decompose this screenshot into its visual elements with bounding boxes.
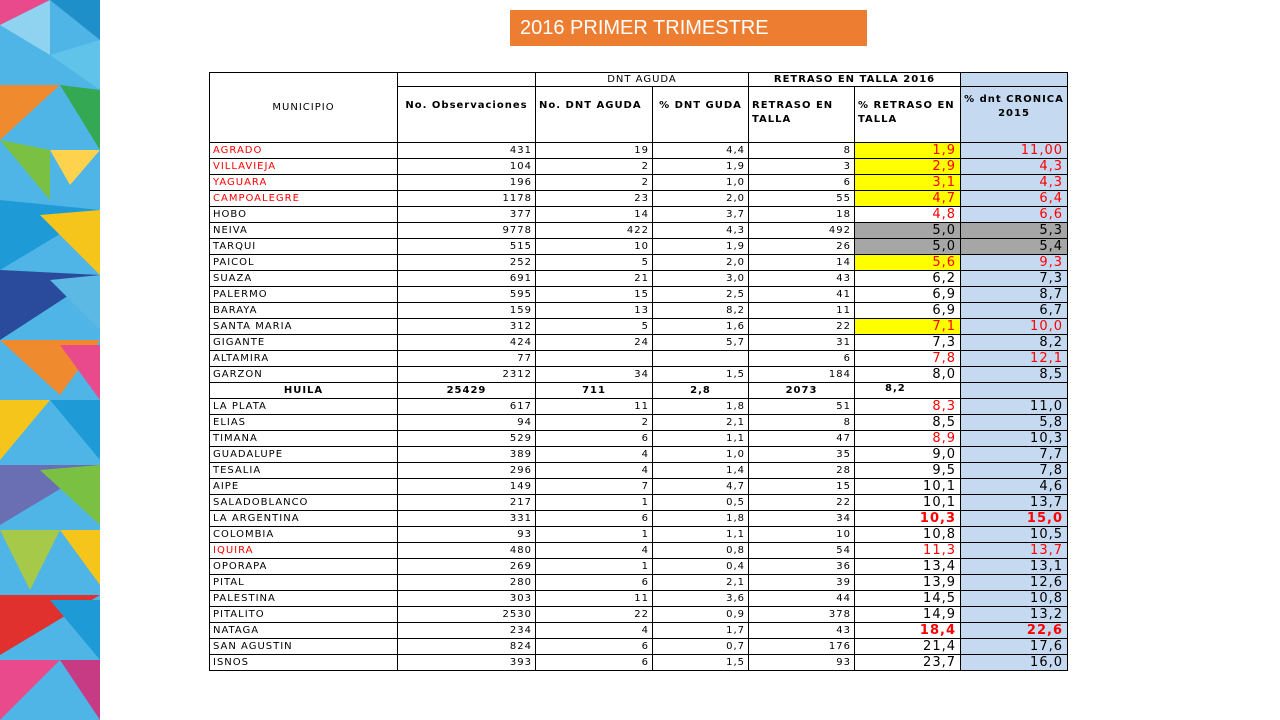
table-row: [210, 319, 1068, 335]
pct-cronica-cell: 5,3: [961, 223, 1068, 239]
pct-cronica-cell: 7,3: [961, 271, 1068, 287]
pct-dnt-aguda-cell: 1,6: [653, 319, 749, 335]
pct-retraso-cell: 8,0: [855, 367, 961, 383]
municipio-cell: TESALIA: [210, 463, 398, 479]
municipio-cell: TIMANA: [210, 431, 398, 447]
dnt-aguda-cell: 2: [536, 159, 653, 175]
header-blank: [210, 73, 398, 143]
dnt-aguda-cell: 1: [536, 495, 653, 511]
dnt-aguda-cell: 2: [536, 175, 653, 191]
pct-cronica-cell: 13,1: [961, 559, 1068, 575]
municipio-cell: HUILA: [210, 383, 398, 399]
header-municipio: MUNICIPIO: [272, 102, 335, 113]
retraso-cell: 93: [749, 655, 855, 671]
pct-cronica-cell: 22,6: [961, 623, 1068, 639]
table-row: [210, 639, 1068, 655]
retraso-cell: 14: [749, 255, 855, 271]
pct-retraso-cell: 1,9: [855, 143, 961, 159]
dnt-aguda-cell: 4: [536, 463, 653, 479]
observaciones-cell: 2530: [398, 607, 536, 623]
pct-retraso-cell: 10,8: [855, 527, 961, 543]
pct-retraso-cell: 13,4: [855, 559, 961, 575]
municipio-cell: NEIVA: [210, 223, 398, 239]
table-row: [210, 223, 1068, 239]
header-pct-dnt-aguda: % DNT GUDA: [653, 87, 749, 143]
pct-dnt-aguda-cell: [653, 351, 749, 367]
dnt-aguda-cell: [536, 351, 653, 367]
table-row: [210, 287, 1068, 303]
dnt-aguda-cell: 21: [536, 271, 653, 287]
pct-retraso-cell: 11,3: [855, 543, 961, 559]
retraso-cell: 492: [749, 223, 855, 239]
municipio-cell: AGRADO: [210, 143, 398, 159]
observaciones-cell: 377: [398, 207, 536, 223]
header-no-dnt-aguda: No. DNT AGUDA: [536, 87, 653, 143]
retraso-cell: 2073: [749, 383, 855, 399]
table-row: [210, 527, 1068, 543]
dnt-aguda-cell: 10: [536, 239, 653, 255]
retraso-cell: 3: [749, 159, 855, 175]
municipio-cell: BARAYA: [210, 303, 398, 319]
municipio-cell: ELIAS: [210, 415, 398, 431]
observaciones-cell: 25429: [398, 383, 536, 399]
pct-cronica-cell: 8,5: [961, 367, 1068, 383]
table-row: [210, 591, 1068, 607]
table-row: [210, 175, 1068, 191]
retraso-cell: 22: [749, 319, 855, 335]
pct-retraso-cell: 5,6: [855, 255, 961, 271]
pct-dnt-aguda-cell: 1,1: [653, 431, 749, 447]
observaciones-cell: 104: [398, 159, 536, 175]
dnt-aguda-cell: 6: [536, 639, 653, 655]
pct-dnt-aguda-cell: 1,0: [653, 447, 749, 463]
pct-dnt-aguda-cell: 3,7: [653, 207, 749, 223]
pct-cronica-cell: 13,7: [961, 495, 1068, 511]
table-row: [210, 351, 1068, 367]
header-blank-obs: [398, 73, 536, 87]
retraso-cell: 28: [749, 463, 855, 479]
observaciones-cell: 269: [398, 559, 536, 575]
slide-title: 2016 PRIMER TRIMESTRE: [510, 10, 867, 46]
observaciones-cell: 93: [398, 527, 536, 543]
decorative-triangle-border: [0, 0, 100, 720]
observaciones-cell: 480: [398, 543, 536, 559]
dnt-aguda-cell: 34: [536, 367, 653, 383]
retraso-cell: 43: [749, 271, 855, 287]
retraso-cell: 10: [749, 527, 855, 543]
pct-dnt-aguda-cell: 4,4: [653, 143, 749, 159]
pct-cronica-cell: 10,0: [961, 319, 1068, 335]
table-row: [210, 191, 1068, 207]
dnt-aguda-cell: 15: [536, 287, 653, 303]
retraso-cell: 39: [749, 575, 855, 591]
pct-dnt-aguda-cell: 2,0: [653, 255, 749, 271]
retraso-cell: 35: [749, 447, 855, 463]
pct-cronica-cell: 10,5: [961, 527, 1068, 543]
table-row: [210, 271, 1068, 287]
dnt-aguda-cell: 23: [536, 191, 653, 207]
observaciones-cell: 824: [398, 639, 536, 655]
pct-retraso-cell: 10,1: [855, 495, 961, 511]
retraso-cell: 34: [749, 511, 855, 527]
table-row: [210, 655, 1068, 671]
pct-dnt-aguda-cell: 8,2: [653, 303, 749, 319]
pct-retraso-cell: 7,8: [855, 351, 961, 367]
municipio-cell: GIGANTE: [210, 335, 398, 351]
dnt-aguda-cell: 6: [536, 575, 653, 591]
pct-cronica-cell: 5,8: [961, 415, 1068, 431]
pct-cronica-cell: 16,0: [961, 655, 1068, 671]
pct-cronica-cell: 4,3: [961, 159, 1068, 175]
pct-retraso-cell: 8,2: [855, 383, 961, 399]
table-row: [210, 495, 1068, 511]
retraso-cell: 51: [749, 399, 855, 415]
municipio-cell: PAICOL: [210, 255, 398, 271]
dnt-aguda-cell: 1: [536, 527, 653, 543]
pct-cronica-cell: 6,6: [961, 207, 1068, 223]
observaciones-cell: 303: [398, 591, 536, 607]
pct-retraso-cell: 18,4: [855, 623, 961, 639]
observaciones-cell: 252: [398, 255, 536, 271]
municipio-cell: NATAGA: [210, 623, 398, 639]
table-row: [210, 143, 1068, 159]
dnt-aguda-cell: 7: [536, 479, 653, 495]
pct-retraso-cell: 6,9: [855, 287, 961, 303]
table-row: [210, 367, 1068, 383]
header-pct-cronica: % dnt CRONICA 2015: [961, 87, 1068, 143]
pct-dnt-aguda-cell: 1,9: [653, 239, 749, 255]
pct-retraso-cell: 10,1: [855, 479, 961, 495]
pct-dnt-aguda-cell: 0,9: [653, 607, 749, 623]
header-blank-cronica: [961, 73, 1068, 87]
pct-cronica-cell: 6,4: [961, 191, 1068, 207]
municipio-cell: AIPE: [210, 479, 398, 495]
header-retraso-group: RETRASO EN TALLA 2016: [749, 73, 961, 87]
municipio-cell: PITALITO: [210, 607, 398, 623]
dnt-aguda-cell: 2: [536, 415, 653, 431]
pct-cronica-cell: 15,0: [961, 511, 1068, 527]
pct-cronica-cell: 11,00: [961, 143, 1068, 159]
dnt-aguda-cell: 5: [536, 319, 653, 335]
retraso-cell: 31: [749, 335, 855, 351]
retraso-cell: 184: [749, 367, 855, 383]
pct-dnt-aguda-cell: 1,7: [653, 623, 749, 639]
table-row: [210, 255, 1068, 271]
retraso-cell: 6: [749, 175, 855, 191]
pct-cronica-cell: 12,6: [961, 575, 1068, 591]
table-row: [210, 383, 1068, 399]
municipio-cell: HOBO: [210, 207, 398, 223]
municipio-cell: ISNOS: [210, 655, 398, 671]
table-row: [210, 415, 1068, 431]
table-row: [210, 543, 1068, 559]
pct-dnt-aguda-cell: 1,9: [653, 159, 749, 175]
municipio-cell: OPORAPA: [210, 559, 398, 575]
pct-retraso-cell: 8,5: [855, 415, 961, 431]
retraso-cell: 41: [749, 287, 855, 303]
dnt-aguda-cell: 4: [536, 543, 653, 559]
dnt-aguda-cell: 711: [536, 383, 653, 399]
header-dnt-aguda-group: DNT AGUDA: [536, 73, 749, 87]
pct-cronica-cell: 12,1: [961, 351, 1068, 367]
pct-cronica-cell: 10,8: [961, 591, 1068, 607]
pct-dnt-aguda-cell: 2,1: [653, 575, 749, 591]
pct-retraso-cell: 8,3: [855, 399, 961, 415]
table-row: [210, 623, 1068, 639]
pct-cronica-cell: 7,8: [961, 463, 1068, 479]
retraso-cell: 54: [749, 543, 855, 559]
retraso-cell: 47: [749, 431, 855, 447]
pct-dnt-aguda-cell: 2,8: [653, 383, 749, 399]
table-row: [210, 479, 1068, 495]
pct-retraso-cell: 14,5: [855, 591, 961, 607]
municipio-cell: PITAL: [210, 575, 398, 591]
pct-cronica-cell: 4,3: [961, 175, 1068, 191]
dnt-aguda-cell: 6: [536, 431, 653, 447]
observaciones-cell: 196: [398, 175, 536, 191]
pct-retraso-cell: 9,0: [855, 447, 961, 463]
retraso-cell: 22: [749, 495, 855, 511]
municipio-cell: PALESTINA: [210, 591, 398, 607]
pct-cronica-cell: 17,6: [961, 639, 1068, 655]
retraso-cell: 8: [749, 143, 855, 159]
municipio-cell: GARZON: [210, 367, 398, 383]
observaciones-cell: 331: [398, 511, 536, 527]
dnt-aguda-cell: 422: [536, 223, 653, 239]
pct-dnt-aguda-cell: 0,4: [653, 559, 749, 575]
observaciones-cell: 2312: [398, 367, 536, 383]
dnt-aguda-cell: 11: [536, 591, 653, 607]
pct-cronica-cell: 9,3: [961, 255, 1068, 271]
pct-retraso-cell: 6,9: [855, 303, 961, 319]
observaciones-cell: 529: [398, 431, 536, 447]
observaciones-cell: 280: [398, 575, 536, 591]
municipio-cell: SAN AGUSTIN: [210, 639, 398, 655]
retraso-cell: 8: [749, 415, 855, 431]
observaciones-cell: 94: [398, 415, 536, 431]
dnt-aguda-cell: 6: [536, 511, 653, 527]
observaciones-cell: 393: [398, 655, 536, 671]
retraso-cell: 55: [749, 191, 855, 207]
pct-retraso-cell: 9,5: [855, 463, 961, 479]
pct-dnt-aguda-cell: 1,1: [653, 527, 749, 543]
pct-retraso-cell: 4,8: [855, 207, 961, 223]
observaciones-cell: 431: [398, 143, 536, 159]
pct-retraso-cell: 4,7: [855, 191, 961, 207]
retraso-cell: 36: [749, 559, 855, 575]
pct-cronica-cell: 13,7: [961, 543, 1068, 559]
observaciones-cell: 312: [398, 319, 536, 335]
table-row: [210, 239, 1068, 255]
pct-cronica-cell: 13,2: [961, 607, 1068, 623]
table-row: [210, 303, 1068, 319]
retraso-cell: 176: [749, 639, 855, 655]
municipio-cell: GUADALUPE: [210, 447, 398, 463]
retraso-cell: 18: [749, 207, 855, 223]
dnt-aguda-cell: 22: [536, 607, 653, 623]
dnt-aguda-cell: 4: [536, 623, 653, 639]
dnt-aguda-cell: 24: [536, 335, 653, 351]
pct-dnt-aguda-cell: 1,5: [653, 655, 749, 671]
pct-retraso-cell: 21,4: [855, 639, 961, 655]
pct-retraso-cell: 10,3: [855, 511, 961, 527]
municipio-cell: TARQUI: [210, 239, 398, 255]
table-row: [210, 463, 1068, 479]
pct-dnt-aguda-cell: 4,7: [653, 479, 749, 495]
pct-retraso-cell: 3,1: [855, 175, 961, 191]
pct-dnt-aguda-cell: 2,5: [653, 287, 749, 303]
retraso-cell: 378: [749, 607, 855, 623]
table-row: [210, 399, 1068, 415]
retraso-cell: 11: [749, 303, 855, 319]
municipio-cell: SUAZA: [210, 271, 398, 287]
pct-retraso-cell: 2,9: [855, 159, 961, 175]
municipio-cell: LA PLATA: [210, 399, 398, 415]
pct-retraso-cell: 7,3: [855, 335, 961, 351]
pct-dnt-aguda-cell: 1,0: [653, 175, 749, 191]
dnt-aguda-cell: 1: [536, 559, 653, 575]
retraso-cell: 15: [749, 479, 855, 495]
observaciones-cell: 77: [398, 351, 536, 367]
pct-retraso-cell: 13,9: [855, 575, 961, 591]
observaciones-cell: 9778: [398, 223, 536, 239]
retraso-cell: 44: [749, 591, 855, 607]
table-row: [210, 575, 1068, 591]
table-row: [210, 511, 1068, 527]
dnt-aguda-cell: 11: [536, 399, 653, 415]
municipal-malnutrition-table: [209, 72, 1068, 671]
pct-cronica-cell: 6,7: [961, 303, 1068, 319]
observaciones-cell: 159: [398, 303, 536, 319]
observaciones-cell: 691: [398, 271, 536, 287]
dnt-aguda-cell: 19: [536, 143, 653, 159]
pct-retraso-cell: 5,0: [855, 223, 961, 239]
observaciones-cell: 389: [398, 447, 536, 463]
dnt-aguda-cell: 13: [536, 303, 653, 319]
observaciones-cell: 296: [398, 463, 536, 479]
municipio-cell: PALERMO: [210, 287, 398, 303]
pct-cronica-cell: 8,7: [961, 287, 1068, 303]
pct-cronica-cell: 4,6: [961, 479, 1068, 495]
dnt-aguda-cell: 14: [536, 207, 653, 223]
pct-dnt-aguda-cell: 2,0: [653, 191, 749, 207]
pct-cronica-cell: 8,2: [961, 335, 1068, 351]
pct-dnt-aguda-cell: 2,1: [653, 415, 749, 431]
municipio-cell: COLOMBIA: [210, 527, 398, 543]
pct-dnt-aguda-cell: 0,8: [653, 543, 749, 559]
pct-dnt-aguda-cell: 3,0: [653, 271, 749, 287]
observaciones-cell: 424: [398, 335, 536, 351]
pct-dnt-aguda-cell: 0,7: [653, 639, 749, 655]
pct-cronica-cell: 7,7: [961, 447, 1068, 463]
pct-cronica-cell: 10,3: [961, 431, 1068, 447]
pct-dnt-aguda-cell: 4,3: [653, 223, 749, 239]
header-pct-retraso: % RETRASO EN TALLA: [855, 87, 961, 143]
table-row: [210, 447, 1068, 463]
observaciones-cell: 149: [398, 479, 536, 495]
municipio-cell: LA ARGENTINA: [210, 511, 398, 527]
pct-dnt-aguda-cell: 3,6: [653, 591, 749, 607]
municipio-cell: SALADOBLANCO: [210, 495, 398, 511]
dnt-aguda-cell: 6: [536, 655, 653, 671]
dnt-aguda-cell: 5: [536, 255, 653, 271]
pct-dnt-aguda-cell: 1,8: [653, 511, 749, 527]
municipio-cell: CAMPOALEGRE: [210, 191, 398, 207]
table-row: [210, 335, 1068, 351]
municipio-cell: ALTAMIRA: [210, 351, 398, 367]
pct-cronica-cell: 5,4: [961, 239, 1068, 255]
municipio-cell: VILLAVIEJA: [210, 159, 398, 175]
pct-dnt-aguda-cell: 5,7: [653, 335, 749, 351]
municipio-cell: SANTA MARIA: [210, 319, 398, 335]
header-group-row: [210, 73, 1068, 87]
municipio-cell: YAGUARA: [210, 175, 398, 191]
pct-retraso-cell: 5,0: [855, 239, 961, 255]
retraso-cell: 6: [749, 351, 855, 367]
retraso-cell: 26: [749, 239, 855, 255]
municipio-cell: IQUIRA: [210, 543, 398, 559]
pct-cronica-cell: 11,0: [961, 399, 1068, 415]
pct-dnt-aguda-cell: 1,5: [653, 367, 749, 383]
observaciones-cell: 617: [398, 399, 536, 415]
retraso-cell: 43: [749, 623, 855, 639]
header-retraso-en-talla: RETRASO EN TALLA: [749, 87, 855, 143]
pct-retraso-cell: 23,7: [855, 655, 961, 671]
table-row: [210, 207, 1068, 223]
observaciones-cell: 515: [398, 239, 536, 255]
header-observaciones: No. Observaciones: [398, 87, 536, 143]
pct-retraso-cell: 8,9: [855, 431, 961, 447]
dnt-aguda-cell: 4: [536, 447, 653, 463]
pct-dnt-aguda-cell: 1,4: [653, 463, 749, 479]
observaciones-cell: 595: [398, 287, 536, 303]
table-row: [210, 559, 1068, 575]
observaciones-cell: 1178: [398, 191, 536, 207]
pct-cronica-cell: [961, 383, 1068, 399]
observaciones-cell: 217: [398, 495, 536, 511]
pct-dnt-aguda-cell: 1,8: [653, 399, 749, 415]
pct-retraso-cell: 14,9: [855, 607, 961, 623]
table-row: [210, 159, 1068, 175]
pct-retraso-cell: 7,1: [855, 319, 961, 335]
table-row: [210, 607, 1068, 623]
table-row: [210, 431, 1068, 447]
pct-dnt-aguda-cell: 0,5: [653, 495, 749, 511]
pct-retraso-cell: 6,2: [855, 271, 961, 287]
observaciones-cell: 234: [398, 623, 536, 639]
